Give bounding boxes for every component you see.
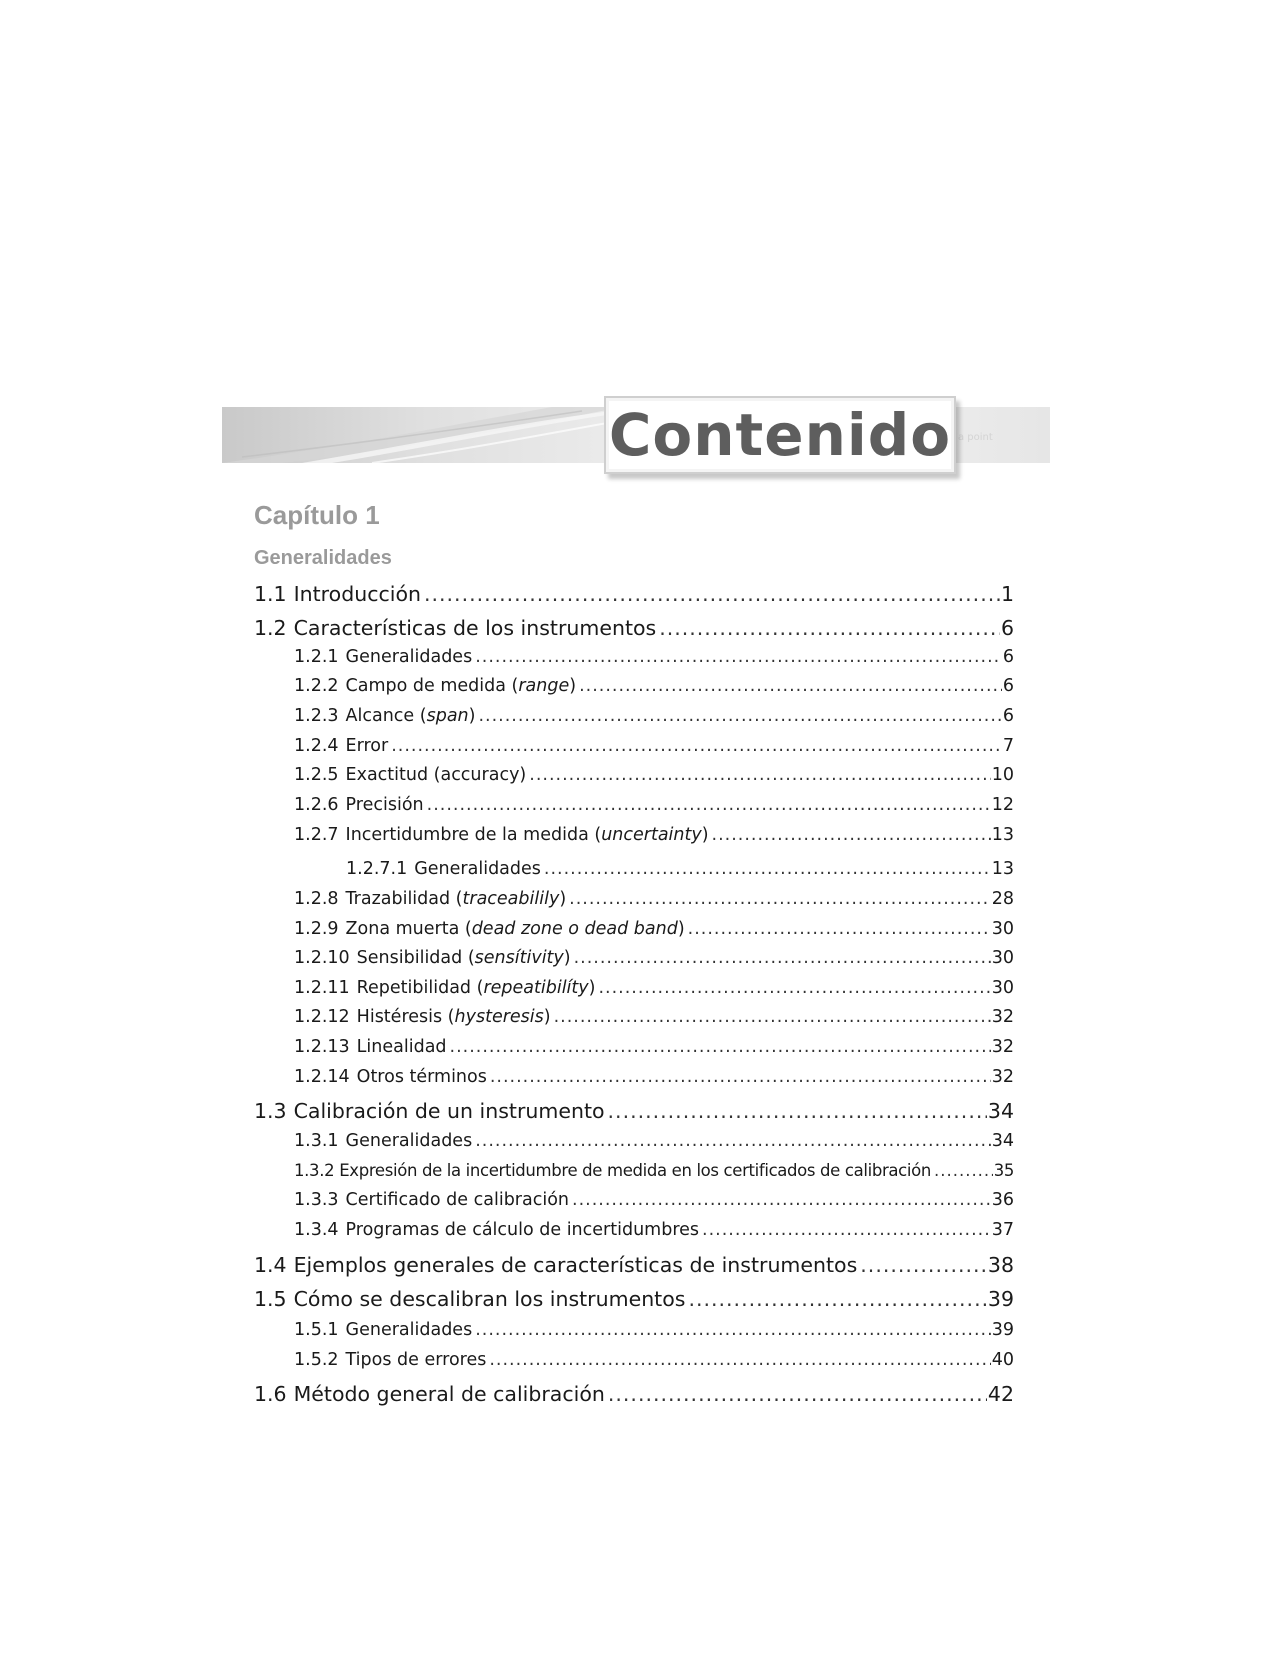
toc-number: 1.2.10 xyxy=(294,948,350,968)
toc-title: Linealidad xyxy=(356,1037,447,1057)
toc-title: Error xyxy=(345,736,389,756)
dot-leader xyxy=(391,736,1002,756)
toc-title: Zona muerta (dead zone o dead band) xyxy=(345,919,685,939)
toc-number: 1.2 xyxy=(254,616,287,640)
toc-entry xyxy=(254,919,1014,939)
dot-leader xyxy=(608,1382,987,1406)
toc-title: Repetibilidad (repeatibilíty) xyxy=(356,978,596,998)
toc-number: 1.5 xyxy=(254,1287,287,1311)
toc-number: 1.6 xyxy=(254,1382,287,1406)
toc-title: Calibración de un instrumento xyxy=(293,1099,605,1123)
toc-entry xyxy=(254,647,1014,667)
dot-leader xyxy=(934,1161,993,1180)
dot-leader xyxy=(569,889,991,909)
dot-leader xyxy=(450,1037,991,1057)
toc-title: Tipos de errores xyxy=(345,1350,487,1370)
dot-leader xyxy=(475,647,1002,667)
toc-title: Método general de calibración xyxy=(293,1382,605,1406)
dot-leader xyxy=(475,1131,991,1151)
toc-entry xyxy=(254,795,1014,815)
dot-leader xyxy=(475,1320,991,1340)
toc-title: Campo de medida (range) xyxy=(345,676,577,696)
toc-entry xyxy=(254,1099,1014,1123)
toc-page-number: 6 xyxy=(1002,647,1014,667)
toc-entry xyxy=(254,582,1014,606)
toc-page-number: 12 xyxy=(991,795,1014,815)
dot-leader xyxy=(574,948,991,968)
toc-page-number: 32 xyxy=(991,1067,1014,1087)
chapter-label: Capítulo 1 xyxy=(254,500,380,530)
toc-entry xyxy=(254,1131,1014,1151)
toc-page-number: 40 xyxy=(991,1350,1014,1370)
toc-page-number: 6 xyxy=(1002,706,1014,726)
toc-page-number: 39 xyxy=(991,1320,1014,1340)
toc-number: 1.1 xyxy=(254,582,287,606)
toc-entry xyxy=(254,978,1014,998)
toc-entry xyxy=(254,1382,1014,1406)
toc-page-number: 7 xyxy=(1002,736,1014,756)
toc-entry xyxy=(254,1161,1014,1180)
toc-number: 1.2.13 xyxy=(294,1037,350,1057)
title-box xyxy=(604,396,956,474)
toc-page-number: 32 xyxy=(991,1007,1014,1027)
toc-title: Introducción xyxy=(293,582,421,606)
toc-entry xyxy=(254,1190,1014,1210)
toc-page-number: 35 xyxy=(993,1161,1014,1180)
dot-leader xyxy=(712,825,991,845)
toc-title: Programas de cálculo de incertidumbres xyxy=(345,1220,700,1240)
dot-leader xyxy=(489,1350,990,1370)
toc-title: Trazabilidad (traceabilily) xyxy=(345,889,567,909)
toc-page-number: 28 xyxy=(991,889,1014,909)
dot-leader xyxy=(554,1007,991,1027)
toc-page-number: 36 xyxy=(991,1190,1014,1210)
toc-number: 1.2.11 xyxy=(294,978,350,998)
toc-title: Cómo se descalibran los instrumentos xyxy=(293,1287,686,1311)
dot-leader xyxy=(579,676,1002,696)
toc-page-number: 34 xyxy=(991,1131,1014,1151)
page-title: Contenido xyxy=(608,401,952,469)
toc-title: Ejemplos generales de características de instrumentos xyxy=(293,1253,858,1277)
toc-entry xyxy=(254,1220,1014,1240)
toc-page-number: 39 xyxy=(987,1287,1014,1311)
banner-faint-text: a point xyxy=(958,432,993,443)
toc-page-number: 13 xyxy=(991,859,1014,879)
toc-entry xyxy=(254,736,1014,756)
toc-number: 1.2.7 xyxy=(294,825,339,845)
toc-entry xyxy=(254,706,1014,726)
toc-title: Incertidumbre de la medida (uncertainty) xyxy=(345,825,709,845)
toc-number: 1.2.14 xyxy=(294,1067,350,1087)
toc-page-number: 38 xyxy=(987,1253,1014,1277)
toc-title: Certificado de calibración xyxy=(345,1190,569,1210)
dot-leader xyxy=(544,859,991,879)
toc-entry xyxy=(254,889,1014,909)
toc-page-number: 1 xyxy=(1000,582,1014,606)
toc-title: Generalidades xyxy=(345,647,473,667)
dot-leader xyxy=(598,978,990,998)
toc-title: Otros términos xyxy=(356,1067,487,1087)
dot-leader xyxy=(688,1287,986,1311)
toc-entry xyxy=(254,859,1014,879)
dot-leader xyxy=(572,1190,991,1210)
toc-page-number: 32 xyxy=(991,1037,1014,1057)
toc-entry xyxy=(254,1007,1014,1027)
toc-title: Características de los instrumentos xyxy=(293,616,657,640)
toc-number: 1.2.2 xyxy=(294,676,339,696)
dot-leader xyxy=(860,1253,987,1277)
dot-leader xyxy=(608,1099,987,1123)
toc-entry xyxy=(254,1350,1014,1370)
toc-number: 1.2.1 xyxy=(294,647,339,667)
toc-title: Generalidades xyxy=(345,1320,473,1340)
toc-number: 1.5.1 xyxy=(294,1320,339,1340)
toc-entry xyxy=(254,1067,1014,1087)
dot-leader xyxy=(490,1067,991,1087)
toc-title: Precisión xyxy=(345,795,424,815)
dot-leader xyxy=(529,765,990,785)
dot-leader xyxy=(427,795,991,815)
toc-number: 1.2.3 xyxy=(294,706,339,726)
toc-number: 1.2.6 xyxy=(294,795,339,815)
toc-entry xyxy=(254,616,1014,640)
toc-number: 1.3.3 xyxy=(294,1190,339,1210)
toc-entry xyxy=(254,825,1014,845)
dot-leader xyxy=(702,1220,991,1240)
toc-number: 1.2.5 xyxy=(294,765,339,785)
dot-leader xyxy=(688,919,991,939)
toc-title: Generalidades xyxy=(345,1131,473,1151)
toc-entry xyxy=(254,1287,1014,1311)
toc-page-number: 42 xyxy=(987,1382,1014,1406)
dot-leader xyxy=(659,616,1000,640)
dot-leader xyxy=(478,706,1001,726)
toc-number: 1.2.8 xyxy=(294,889,339,909)
toc-page-number: 30 xyxy=(991,978,1014,998)
toc-title: Exactitud (accuracy) xyxy=(345,765,527,785)
toc-title: Generalidades xyxy=(414,859,541,879)
toc-page-number: 30 xyxy=(991,948,1014,968)
toc-number: 1.3 xyxy=(254,1099,287,1123)
toc-title: Sensibilidad (sensítivity) xyxy=(356,948,571,968)
toc-number: 1.3.2 xyxy=(294,1161,335,1180)
toc-entry xyxy=(254,1037,1014,1057)
toc-number: 1.2.9 xyxy=(294,919,339,939)
toc-number: 1.2.12 xyxy=(294,1007,350,1027)
dot-leader xyxy=(424,582,1000,606)
toc-number: 1.2.4 xyxy=(294,736,339,756)
toc-title: Alcance (span) xyxy=(345,706,476,726)
toc-number: 1.4 xyxy=(254,1253,287,1277)
toc-number: 1.3.4 xyxy=(294,1220,339,1240)
toc-page-number: 30 xyxy=(991,919,1014,939)
toc-page-number: 37 xyxy=(991,1220,1014,1240)
toc-entry xyxy=(254,676,1014,696)
chapter-subtitle: Generalidades xyxy=(254,547,392,569)
toc-title: Histéresis (hysteresis) xyxy=(356,1007,551,1027)
toc-number: 1.3.1 xyxy=(294,1131,339,1151)
toc-page-number: 13 xyxy=(991,825,1014,845)
toc-entry xyxy=(254,1253,1014,1277)
toc-entry xyxy=(254,765,1014,785)
toc-number: 1.2.7.1 xyxy=(346,859,408,879)
toc-title: Expresión de la incertidumbre de medida en los certificados de calibración xyxy=(339,1161,931,1180)
toc-page-number: 6 xyxy=(1002,676,1014,696)
toc-entry xyxy=(254,1320,1014,1340)
toc-page-number: 10 xyxy=(991,765,1014,785)
toc-page-number: 34 xyxy=(987,1099,1014,1123)
toc-page-number: 6 xyxy=(1000,616,1014,640)
toc-number: 1.5.2 xyxy=(294,1350,339,1370)
toc-entry xyxy=(254,948,1014,968)
